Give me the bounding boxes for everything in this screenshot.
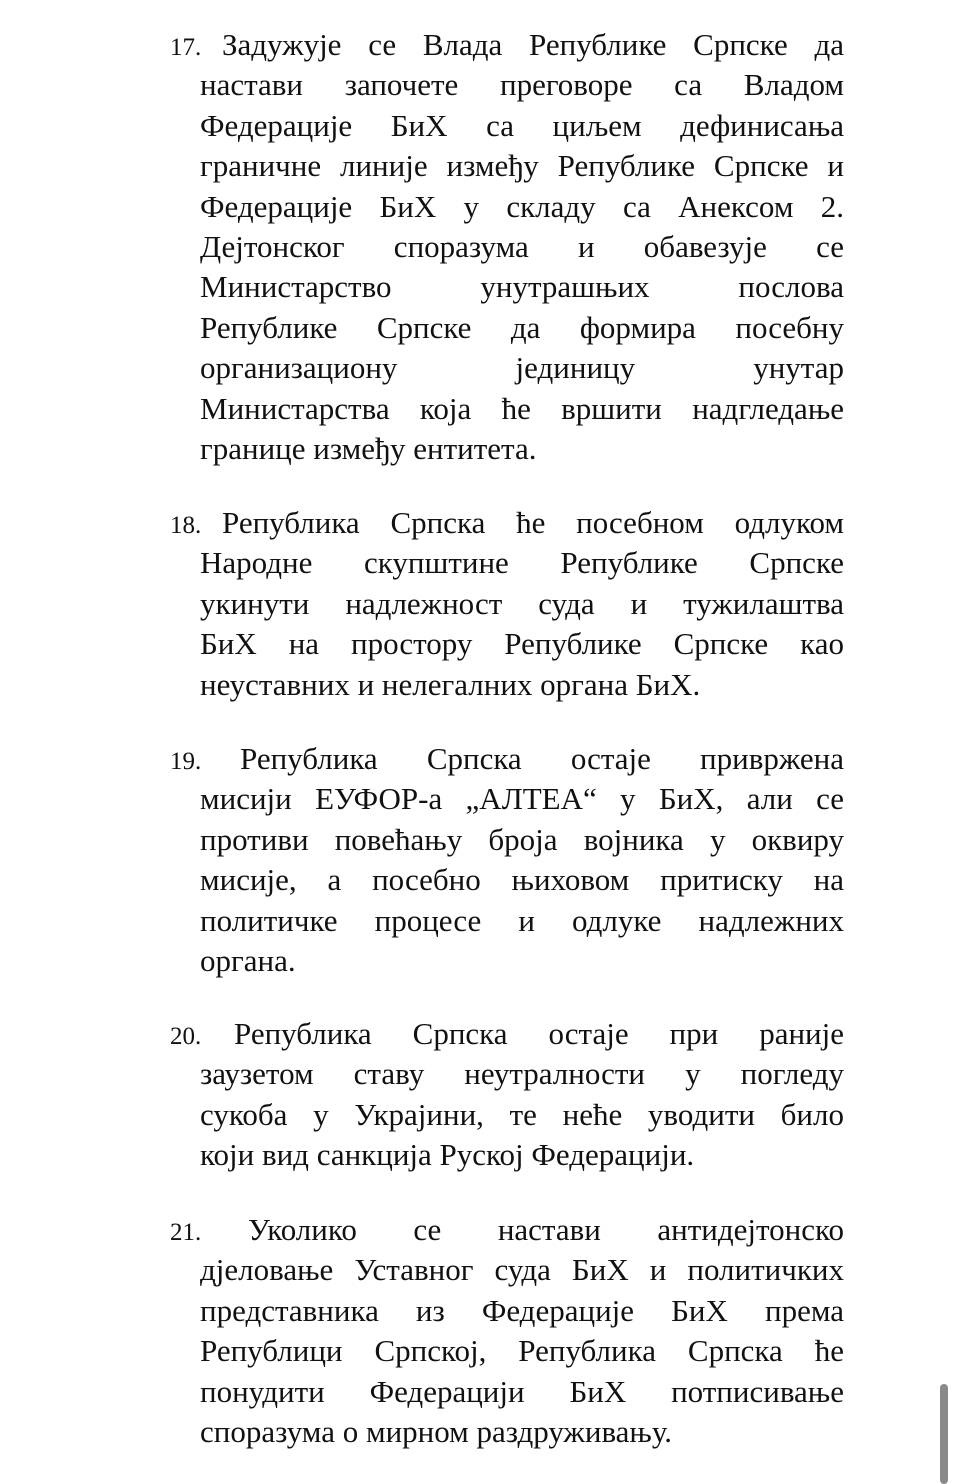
text-line: заузетом ставу неутралности у погледу xyxy=(200,1056,844,1092)
text-line: представника из Федерације БиХ према xyxy=(200,1292,844,1328)
item-number: 20. xyxy=(170,1023,202,1050)
text-line: границе између ентитета. xyxy=(200,430,537,466)
list-item-20 xyxy=(170,1014,844,1176)
text-line: политичке процесе и одлуке надлежних xyxy=(200,902,844,938)
text-line: Дејтонског споразума и обавезује се xyxy=(200,228,844,264)
text-line: неуставних и нелегалних органа БиХ. xyxy=(200,666,701,702)
text-line: Министарство унутрашњих послова xyxy=(200,269,844,305)
list-item-19 xyxy=(170,739,844,981)
text-line-content: Задужује се Влада Републике Српске да xyxy=(222,27,844,62)
item-number: 17. xyxy=(170,34,202,61)
text-line: споразума о мирном раздруживању. xyxy=(200,1413,672,1449)
text-line: Републици Српској, Република Српска ће xyxy=(200,1333,844,1369)
text-line xyxy=(170,1210,844,1250)
text-line-content: Република Српска ће посебном одлуком xyxy=(222,505,844,540)
text-line: органа. xyxy=(200,942,296,978)
list-item-18 xyxy=(170,503,844,705)
text-line: настави започете преговоре са Владом xyxy=(200,67,844,103)
text-line xyxy=(170,503,844,543)
text-line: Министарства која ће вршити надгледање xyxy=(200,390,844,426)
text-line xyxy=(170,1014,844,1054)
text-line-content: Уколико се настави антидејтонско xyxy=(248,1212,844,1247)
text-line: БиХ на простору Републике Српске као xyxy=(200,626,844,662)
item-number: 21. xyxy=(170,1219,202,1246)
text-line: Народне скупштине Републике Српске xyxy=(200,545,844,581)
text-line: мисији ЕУФОР-а „АЛТЕА“ у БиХ, али се xyxy=(200,781,844,817)
text-line: дјеловање Уставног суда БиХ и политичких xyxy=(200,1252,844,1288)
text-line: сукоба у Украјини, те неће уводити било xyxy=(200,1096,844,1132)
text-line: укинути надлежност суда и тужилаштва xyxy=(200,585,844,621)
text-line xyxy=(170,25,844,65)
scrollbar-thumb[interactable] xyxy=(940,1384,948,1484)
text-line: организациону јединицу унутар xyxy=(200,350,844,386)
item-number: 19. xyxy=(170,748,202,775)
list-item-17 xyxy=(170,25,844,469)
item-number: 18. xyxy=(170,512,202,539)
text-line: Федерације БиХ са циљем дефинисања xyxy=(200,107,844,143)
text-line: Федерације БиХ у складу са Анексом 2. xyxy=(200,188,844,224)
text-line: противи повећању броја војника у оквиру xyxy=(200,821,844,857)
list-item-21 xyxy=(170,1210,844,1452)
text-line: граничне линије између Републике Српске и xyxy=(200,148,844,184)
text-line: мисије, а посебно њиховом притиску на xyxy=(200,862,844,898)
text-line: понудити Федерацији БиХ потписивање xyxy=(200,1373,844,1409)
text-line xyxy=(170,739,844,779)
text-line: који вид санкција Руској Федерацији. xyxy=(200,1137,695,1173)
text-line: Републике Српске да формира посебну xyxy=(200,309,844,345)
text-line-content: Република Српска остаје при раније xyxy=(234,1016,844,1051)
text-line-content: Република Српска остаје привржена xyxy=(240,741,844,776)
